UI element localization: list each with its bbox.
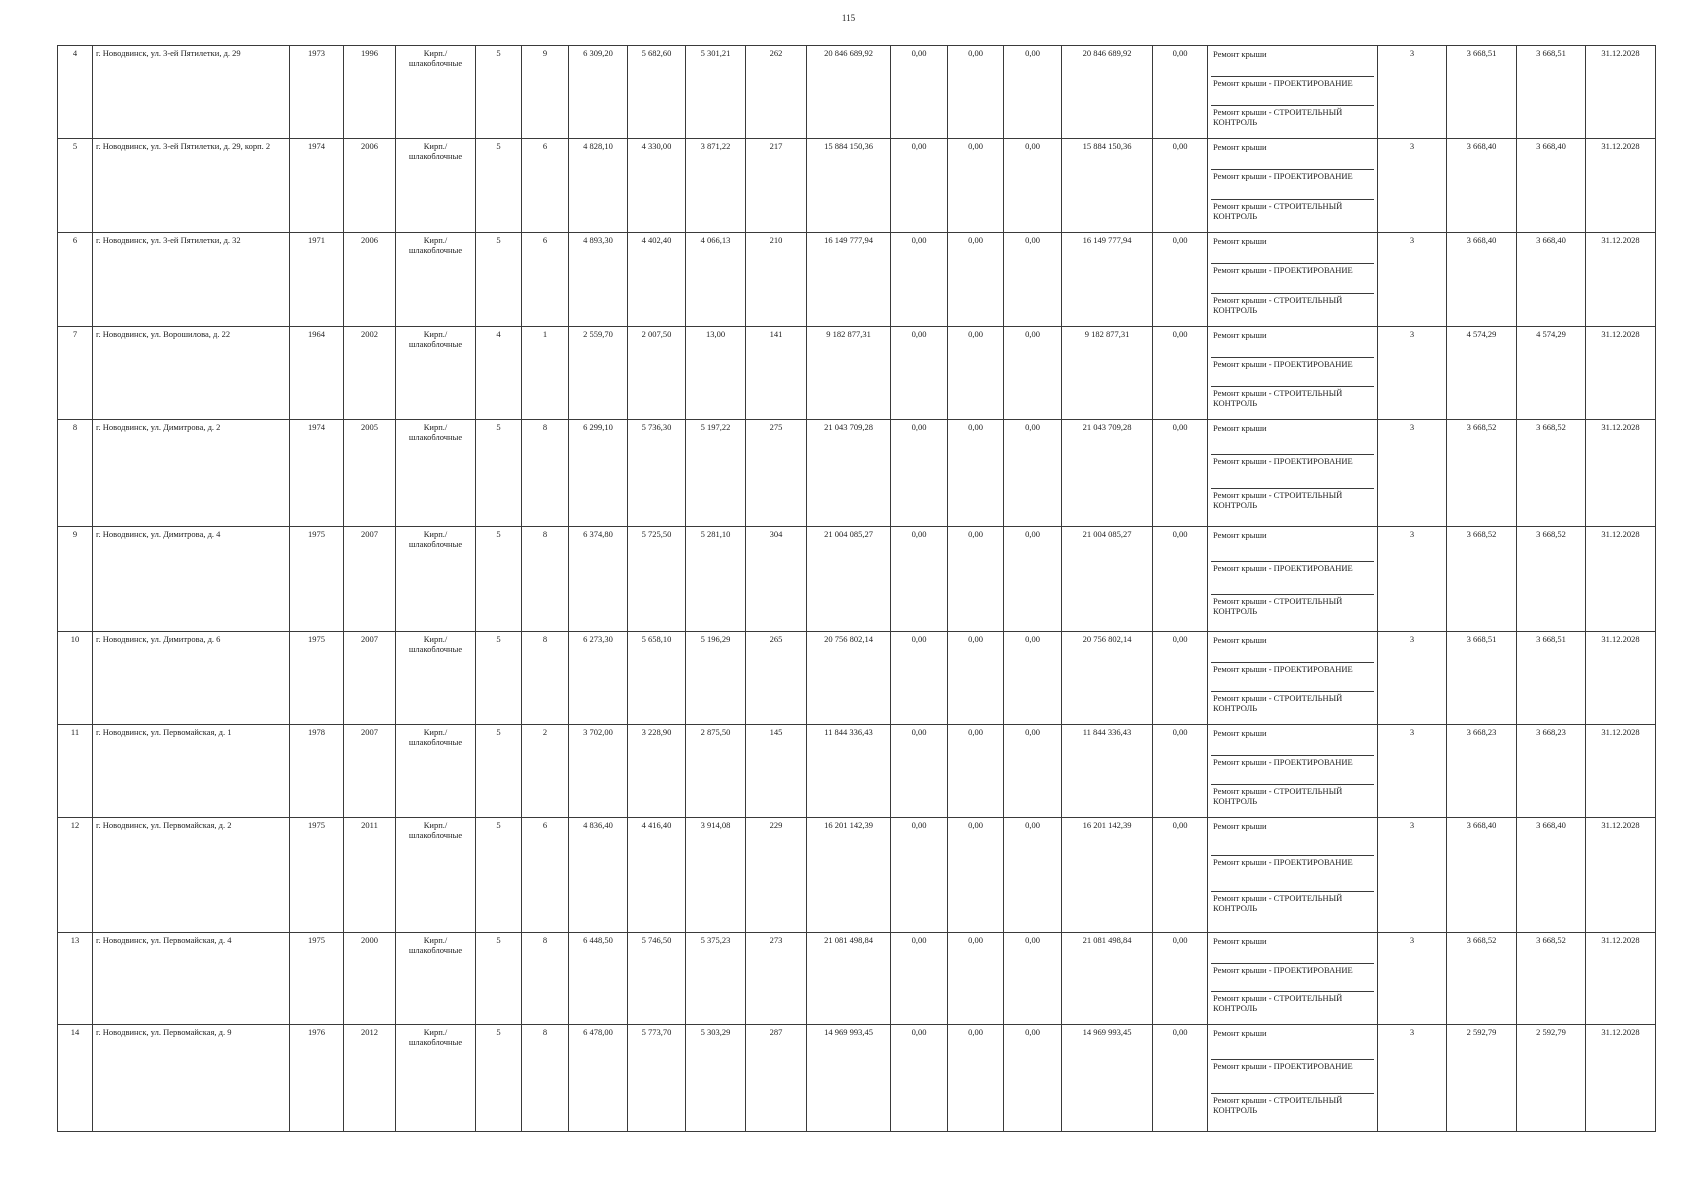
year-built-cell: 1964	[290, 327, 344, 420]
table-row	[58, 233, 1656, 327]
max-unit-cost-cell: 3 668,52	[1517, 420, 1586, 527]
area-premises-cell: 4 330,00	[628, 139, 686, 233]
unit-cost-cell: 3 668,40	[1447, 139, 1517, 233]
deadline-cell: 31.12.2028	[1586, 1025, 1656, 1132]
area-living-cell: 2 875,50	[686, 725, 746, 818]
work-type-item: Ремонт крыши - СТРОИТЕЛЬНЫЙ КОНТРОЛЬ	[1211, 293, 1374, 326]
address-cell: г. Новодвинск, ул. Ворошилова, д. 22	[93, 327, 290, 420]
residents-cell: 287	[746, 1025, 807, 1132]
work-types-cell	[1208, 139, 1378, 233]
unit-cost-cell: 3 668,51	[1447, 46, 1517, 139]
table-row	[58, 420, 1656, 527]
wall-material-cell: Кирп./ шлакоблочные	[396, 818, 476, 933]
work-type-item: Ремонт крыши	[1213, 330, 1267, 340]
address-cell: г. Новодвинск, ул. Первомайская, д. 1	[93, 725, 290, 818]
address-cell: г. Новодвинск, ул. Димитрова, д. 6	[93, 632, 290, 725]
unit-cost-cell: 3 668,23	[1447, 725, 1517, 818]
floors-cell: 5	[476, 725, 522, 818]
year-last-repair-cell: 2012	[344, 1025, 396, 1132]
capital-repair-table	[57, 45, 1656, 1132]
area-total-cell: 6 309,20	[569, 46, 628, 139]
table-row	[58, 818, 1656, 933]
row-number-cell: 11	[58, 725, 93, 818]
cost-total-cell: 20 846 689,92	[807, 46, 891, 139]
residents-cell: 304	[746, 527, 807, 632]
year-built-cell: 1975	[290, 933, 344, 1025]
max-unit-cost-cell: 4 574,29	[1517, 327, 1586, 420]
row-number-cell: 6	[58, 233, 93, 327]
max-unit-cost-cell: 3 668,23	[1517, 725, 1586, 818]
fund-regional-cell: 0,00	[948, 46, 1004, 139]
fund-municipal-cell: 0,00	[1004, 1025, 1062, 1132]
work-type-list	[1211, 422, 1374, 526]
work-count-cell: 3	[1378, 327, 1447, 420]
work-type-item: Ремонт крыши - СТРОИТЕЛЬНЫЙ КОНТРОЛЬ	[1211, 594, 1374, 631]
fund-other-cell: 0,00	[1153, 327, 1208, 420]
fund-owners-cell: 16 201 142,39	[1062, 818, 1153, 933]
deadline-cell: 31.12.2028	[1586, 327, 1656, 420]
fund-regional-cell: 0,00	[948, 327, 1004, 420]
wall-material-cell: Кирп./ шлакоблочные	[396, 1025, 476, 1132]
fund-other-cell: 0,00	[1153, 632, 1208, 725]
row-number-cell: 4	[58, 46, 93, 139]
max-unit-cost-cell: 3 668,40	[1517, 139, 1586, 233]
row-number-cell: 9	[58, 527, 93, 632]
fund-other-cell: 0,00	[1153, 527, 1208, 632]
year-built-cell: 1971	[290, 233, 344, 327]
max-unit-cost-cell: 3 668,52	[1517, 933, 1586, 1025]
residents-cell: 275	[746, 420, 807, 527]
table-row	[58, 46, 1656, 139]
work-type-item: Ремонт крыши - ПРОЕКТИРОВАНИЕ	[1211, 855, 1374, 891]
year-last-repair-cell: 2007	[344, 725, 396, 818]
fund-other-cell: 0,00	[1153, 818, 1208, 933]
work-type-item: Ремонт крыши	[1213, 236, 1267, 246]
entrances-cell: 9	[522, 46, 569, 139]
fund-regional-cell: 0,00	[948, 420, 1004, 527]
area-premises-cell: 4 402,40	[628, 233, 686, 327]
fund-federal-cell: 0,00	[891, 725, 948, 818]
unit-cost-cell: 3 668,40	[1447, 818, 1517, 933]
work-type-item: Ремонт крыши - ПРОЕКТИРОВАНИЕ	[1211, 169, 1374, 198]
area-total-cell: 6 374,80	[569, 527, 628, 632]
year-built-cell: 1975	[290, 818, 344, 933]
fund-regional-cell: 0,00	[948, 818, 1004, 933]
floors-cell: 5	[476, 46, 522, 139]
year-last-repair-cell: 2011	[344, 818, 396, 933]
work-type-item: Ремонт крыши	[1213, 423, 1267, 433]
work-type-list	[1211, 820, 1374, 932]
fund-municipal-cell: 0,00	[1004, 527, 1062, 632]
fund-regional-cell: 0,00	[948, 725, 1004, 818]
floors-cell: 5	[476, 527, 522, 632]
deadline-cell: 31.12.2028	[1586, 632, 1656, 725]
area-total-cell: 6 273,30	[569, 632, 628, 725]
area-total-cell: 4 836,40	[569, 818, 628, 933]
fund-owners-cell: 9 182 877,31	[1062, 327, 1153, 420]
fund-regional-cell: 0,00	[948, 1025, 1004, 1132]
fund-other-cell: 0,00	[1153, 46, 1208, 139]
year-last-repair-cell: 2007	[344, 527, 396, 632]
work-types-cell	[1208, 818, 1378, 933]
fund-federal-cell: 0,00	[891, 632, 948, 725]
residents-cell: 141	[746, 327, 807, 420]
work-types-cell	[1208, 933, 1378, 1025]
work-types-cell	[1208, 632, 1378, 725]
fund-owners-cell: 15 884 150,36	[1062, 139, 1153, 233]
entrances-cell: 6	[522, 818, 569, 933]
work-type-item: Ремонт крыши - СТРОИТЕЛЬНЫЙ КОНТРОЛЬ	[1211, 891, 1374, 932]
fund-federal-cell: 0,00	[891, 527, 948, 632]
work-count-cell: 3	[1378, 725, 1447, 818]
residents-cell: 262	[746, 46, 807, 139]
table-row	[58, 933, 1656, 1025]
row-number-cell: 10	[58, 632, 93, 725]
area-total-cell: 3 702,00	[569, 725, 628, 818]
fund-municipal-cell: 0,00	[1004, 933, 1062, 1025]
work-type-list	[1211, 141, 1374, 232]
work-count-cell: 3	[1378, 420, 1447, 527]
wall-material-cell: Кирп./ шлакоблочные	[396, 327, 476, 420]
wall-material-cell: Кирп./ шлакоблочные	[396, 233, 476, 327]
cost-total-cell: 20 756 802,14	[807, 632, 891, 725]
cost-total-cell: 21 081 498,84	[807, 933, 891, 1025]
fund-other-cell: 0,00	[1153, 420, 1208, 527]
unit-cost-cell: 3 668,52	[1447, 933, 1517, 1025]
year-built-cell: 1975	[290, 527, 344, 632]
work-types-cell	[1208, 327, 1378, 420]
year-last-repair-cell: 2000	[344, 933, 396, 1025]
work-type-item: Ремонт крыши - СТРОИТЕЛЬНЫЙ КОНТРОЛЬ	[1211, 199, 1374, 232]
work-type-list	[1211, 1027, 1374, 1131]
deadline-cell: 31.12.2028	[1586, 933, 1656, 1025]
table-row	[58, 327, 1656, 420]
fund-owners-cell: 11 844 336,43	[1062, 725, 1153, 818]
cost-total-cell: 21 043 709,28	[807, 420, 891, 527]
area-total-cell: 4 828,10	[569, 139, 628, 233]
unit-cost-cell: 3 668,52	[1447, 527, 1517, 632]
cost-total-cell: 21 004 085,27	[807, 527, 891, 632]
deadline-cell: 31.12.2028	[1586, 233, 1656, 327]
cost-total-cell: 15 884 150,36	[807, 139, 891, 233]
area-total-cell: 4 893,30	[569, 233, 628, 327]
fund-municipal-cell: 0,00	[1004, 818, 1062, 933]
work-count-cell: 3	[1378, 818, 1447, 933]
max-unit-cost-cell: 3 668,52	[1517, 527, 1586, 632]
address-cell: г. Новодвинск, ул. Первомайская, д. 4	[93, 933, 290, 1025]
fund-owners-cell: 20 846 689,92	[1062, 46, 1153, 139]
work-type-item: Ремонт крыши - СТРОИТЕЛЬНЫЙ КОНТРОЛЬ	[1211, 991, 1374, 1024]
area-living-cell: 5 375,23	[686, 933, 746, 1025]
fund-municipal-cell: 0,00	[1004, 420, 1062, 527]
address-cell: г. Новодвинск, ул. Димитрова, д. 4	[93, 527, 290, 632]
year-last-repair-cell: 1996	[344, 46, 396, 139]
year-built-cell: 1974	[290, 420, 344, 527]
work-count-cell: 3	[1378, 632, 1447, 725]
fund-federal-cell: 0,00	[891, 327, 948, 420]
area-living-cell: 5 281,10	[686, 527, 746, 632]
area-premises-cell: 5 682,60	[628, 46, 686, 139]
fund-municipal-cell: 0,00	[1004, 725, 1062, 818]
fund-regional-cell: 0,00	[948, 632, 1004, 725]
year-built-cell: 1973	[290, 46, 344, 139]
table-row	[58, 1025, 1656, 1132]
deadline-cell: 31.12.2028	[1586, 420, 1656, 527]
area-living-cell: 13,00	[686, 327, 746, 420]
max-unit-cost-cell: 3 668,51	[1517, 632, 1586, 725]
work-type-item: Ремонт крыши	[1213, 530, 1267, 540]
residents-cell: 273	[746, 933, 807, 1025]
work-count-cell: 3	[1378, 1025, 1447, 1132]
fund-regional-cell: 0,00	[948, 933, 1004, 1025]
fund-other-cell: 0,00	[1153, 933, 1208, 1025]
address-cell: г. Новодвинск, ул. Первомайская, д. 2	[93, 818, 290, 933]
cost-total-cell: 16 149 777,94	[807, 233, 891, 327]
work-type-item: Ремонт крыши - ПРОЕКТИРОВАНИЕ	[1211, 1059, 1374, 1092]
work-types-cell	[1208, 233, 1378, 327]
work-type-item: Ремонт крыши - СТРОИТЕЛЬНЫЙ КОНТРОЛЬ	[1211, 386, 1374, 419]
work-type-list	[1211, 48, 1374, 138]
wall-material-cell: Кирп./ шлакоблочные	[396, 46, 476, 139]
entrances-cell: 8	[522, 527, 569, 632]
year-built-cell: 1976	[290, 1025, 344, 1132]
work-type-item: Ремонт крыши	[1213, 142, 1267, 152]
work-count-cell: 3	[1378, 527, 1447, 632]
area-premises-cell: 5 658,10	[628, 632, 686, 725]
work-types-cell	[1208, 725, 1378, 818]
area-living-cell: 5 197,22	[686, 420, 746, 527]
fund-federal-cell: 0,00	[891, 818, 948, 933]
work-type-list	[1211, 529, 1374, 631]
work-type-item: Ремонт крыши - СТРОИТЕЛЬНЫЙ КОНТРОЛЬ	[1211, 1093, 1374, 1131]
area-total-cell: 6 299,10	[569, 420, 628, 527]
address-cell: г. Новодвинск, ул. 3-ей Пятилетки, д. 29	[93, 46, 290, 139]
year-last-repair-cell: 2007	[344, 632, 396, 725]
floors-cell: 5	[476, 420, 522, 527]
unit-cost-cell: 3 668,51	[1447, 632, 1517, 725]
entrances-cell: 8	[522, 933, 569, 1025]
row-number-cell: 13	[58, 933, 93, 1025]
work-type-item: Ремонт крыши - СТРОИТЕЛЬНЫЙ КОНТРОЛЬ	[1211, 784, 1374, 817]
row-number-cell: 5	[58, 139, 93, 233]
fund-regional-cell: 0,00	[948, 233, 1004, 327]
fund-owners-cell: 14 969 993,45	[1062, 1025, 1153, 1132]
address-cell: г. Новодвинск, ул. 3-ей Пятилетки, д. 32	[93, 233, 290, 327]
deadline-cell: 31.12.2028	[1586, 725, 1656, 818]
work-type-item: Ремонт крыши - СТРОИТЕЛЬНЫЙ КОНТРОЛЬ	[1211, 691, 1374, 724]
address-cell: г. Новодвинск, ул. 3-ей Пятилетки, д. 29, корп. 2	[93, 139, 290, 233]
work-types-cell	[1208, 1025, 1378, 1132]
entrances-cell: 6	[522, 139, 569, 233]
fund-other-cell: 0,00	[1153, 233, 1208, 327]
wall-material-cell: Кирп./ шлакоблочные	[396, 527, 476, 632]
fund-owners-cell: 20 756 802,14	[1062, 632, 1153, 725]
area-premises-cell: 2 007,50	[628, 327, 686, 420]
max-unit-cost-cell: 2 592,79	[1517, 1025, 1586, 1132]
fund-federal-cell: 0,00	[891, 233, 948, 327]
fund-federal-cell: 0,00	[891, 46, 948, 139]
work-type-item: Ремонт крыши	[1213, 635, 1267, 645]
area-total-cell: 6 478,00	[569, 1025, 628, 1132]
work-type-item: Ремонт крыши	[1213, 49, 1267, 59]
work-type-item: Ремонт крыши - ПРОЕКТИРОВАНИЕ	[1211, 454, 1374, 487]
wall-material-cell: Кирп./ шлакоблочные	[396, 725, 476, 818]
wall-material-cell: Кирп./ шлакоблочные	[396, 632, 476, 725]
year-built-cell: 1975	[290, 632, 344, 725]
table-row	[58, 632, 1656, 725]
work-type-item: Ремонт крыши - ПРОЕКТИРОВАНИЕ	[1211, 263, 1374, 292]
fund-owners-cell: 16 149 777,94	[1062, 233, 1153, 327]
fund-federal-cell: 0,00	[891, 933, 948, 1025]
floors-cell: 5	[476, 933, 522, 1025]
fund-owners-cell: 21 004 085,27	[1062, 527, 1153, 632]
work-types-cell	[1208, 527, 1378, 632]
unit-cost-cell: 3 668,40	[1447, 233, 1517, 327]
residents-cell: 265	[746, 632, 807, 725]
area-total-cell: 2 559,70	[569, 327, 628, 420]
year-last-repair-cell: 2006	[344, 233, 396, 327]
cost-total-cell: 16 201 142,39	[807, 818, 891, 933]
row-number-cell: 7	[58, 327, 93, 420]
work-type-item: Ремонт крыши - ПРОЕКТИРОВАНИЕ	[1211, 755, 1374, 784]
entrances-cell: 2	[522, 725, 569, 818]
deadline-cell: 31.12.2028	[1586, 818, 1656, 933]
deadline-cell: 31.12.2028	[1586, 527, 1656, 632]
entrances-cell: 6	[522, 233, 569, 327]
deadline-cell: 31.12.2028	[1586, 139, 1656, 233]
area-living-cell: 5 301,21	[686, 46, 746, 139]
fund-owners-cell: 21 081 498,84	[1062, 933, 1153, 1025]
residents-cell: 145	[746, 725, 807, 818]
fund-federal-cell: 0,00	[891, 139, 948, 233]
address-cell: г. Новодвинск, ул. Димитрова, д. 2	[93, 420, 290, 527]
fund-federal-cell: 0,00	[891, 1025, 948, 1132]
entrances-cell: 8	[522, 420, 569, 527]
fund-owners-cell: 21 043 709,28	[1062, 420, 1153, 527]
floors-cell: 5	[476, 632, 522, 725]
area-premises-cell: 5 773,70	[628, 1025, 686, 1132]
fund-other-cell: 0,00	[1153, 1025, 1208, 1132]
cost-total-cell: 11 844 336,43	[807, 725, 891, 818]
cost-total-cell: 14 969 993,45	[807, 1025, 891, 1132]
table-row	[58, 139, 1656, 233]
unit-cost-cell: 4 574,29	[1447, 327, 1517, 420]
year-last-repair-cell: 2002	[344, 327, 396, 420]
deadline-cell: 31.12.2028	[1586, 46, 1656, 139]
area-premises-cell: 3 228,90	[628, 725, 686, 818]
work-type-list	[1211, 935, 1374, 1024]
work-type-item: Ремонт крыши	[1213, 728, 1267, 738]
area-premises-cell: 5 746,50	[628, 933, 686, 1025]
cost-total-cell: 9 182 877,31	[807, 327, 891, 420]
area-premises-cell: 5 725,50	[628, 527, 686, 632]
fund-municipal-cell: 0,00	[1004, 139, 1062, 233]
area-total-cell: 6 448,50	[569, 933, 628, 1025]
table-row	[58, 527, 1656, 632]
year-last-repair-cell: 2006	[344, 139, 396, 233]
work-type-item: Ремонт крыши - СТРОИТЕЛЬНЫЙ КОНТРОЛЬ	[1211, 105, 1374, 138]
work-type-item: Ремонт крыши	[1213, 1028, 1267, 1038]
work-type-list	[1211, 634, 1374, 724]
work-type-item: Ремонт крыши	[1213, 821, 1267, 831]
fund-municipal-cell: 0,00	[1004, 327, 1062, 420]
fund-regional-cell: 0,00	[948, 527, 1004, 632]
work-count-cell: 3	[1378, 46, 1447, 139]
work-type-list	[1211, 235, 1374, 326]
fund-regional-cell: 0,00	[948, 139, 1004, 233]
max-unit-cost-cell: 3 668,51	[1517, 46, 1586, 139]
wall-material-cell: Кирп./ шлакоблочные	[396, 139, 476, 233]
entrances-cell: 8	[522, 632, 569, 725]
area-living-cell: 3 914,08	[686, 818, 746, 933]
work-type-item: Ремонт крыши - ПРОЕКТИРОВАНИЕ	[1211, 662, 1374, 691]
row-number-cell: 12	[58, 818, 93, 933]
work-type-list	[1211, 329, 1374, 419]
year-built-cell: 1974	[290, 139, 344, 233]
row-number-cell: 14	[58, 1025, 93, 1132]
residents-cell: 210	[746, 233, 807, 327]
row-number-cell: 8	[58, 420, 93, 527]
wall-material-cell: Кирп./ шлакоблочные	[396, 420, 476, 527]
fund-municipal-cell: 0,00	[1004, 46, 1062, 139]
work-type-item: Ремонт крыши - ПРОЕКТИРОВАНИЕ	[1211, 357, 1374, 386]
max-unit-cost-cell: 3 668,40	[1517, 233, 1586, 327]
fund-other-cell: 0,00	[1153, 725, 1208, 818]
work-count-cell: 3	[1378, 233, 1447, 327]
work-types-cell	[1208, 46, 1378, 139]
floors-cell: 5	[476, 139, 522, 233]
area-living-cell: 3 871,22	[686, 139, 746, 233]
address-cell: г. Новодвинск, ул. Первомайская, д. 9	[93, 1025, 290, 1132]
entrances-cell: 1	[522, 327, 569, 420]
work-types-cell	[1208, 420, 1378, 527]
work-type-item: Ремонт крыши - ПРОЕКТИРОВАНИЕ	[1211, 963, 1374, 992]
work-count-cell: 3	[1378, 139, 1447, 233]
work-type-item: Ремонт крыши - ПРОЕКТИРОВАНИЕ	[1211, 561, 1374, 594]
work-type-list	[1211, 727, 1374, 817]
area-premises-cell: 4 416,40	[628, 818, 686, 933]
area-living-cell: 4 066,13	[686, 233, 746, 327]
max-unit-cost-cell: 3 668,40	[1517, 818, 1586, 933]
wall-material-cell: Кирп./ шлакоблочные	[396, 933, 476, 1025]
table-row	[58, 725, 1656, 818]
work-type-item: Ремонт крыши	[1213, 936, 1267, 946]
floors-cell: 5	[476, 818, 522, 933]
work-type-item: Ремонт крыши - ПРОЕКТИРОВАНИЕ	[1211, 76, 1374, 105]
fund-municipal-cell: 0,00	[1004, 233, 1062, 327]
work-count-cell: 3	[1378, 933, 1447, 1025]
unit-cost-cell: 2 592,79	[1447, 1025, 1517, 1132]
year-built-cell: 1978	[290, 725, 344, 818]
fund-other-cell: 0,00	[1153, 139, 1208, 233]
area-premises-cell: 5 736,30	[628, 420, 686, 527]
area-living-cell: 5 196,29	[686, 632, 746, 725]
floors-cell: 5	[476, 1025, 522, 1132]
residents-cell: 229	[746, 818, 807, 933]
area-living-cell: 5 303,29	[686, 1025, 746, 1132]
unit-cost-cell: 3 668,52	[1447, 420, 1517, 527]
floors-cell: 5	[476, 233, 522, 327]
page-number: 115	[841, 13, 856, 23]
year-last-repair-cell: 2005	[344, 420, 396, 527]
floors-cell: 4	[476, 327, 522, 420]
entrances-cell: 8	[522, 1025, 569, 1132]
work-type-item: Ремонт крыши - СТРОИТЕЛЬНЫЙ КОНТРОЛЬ	[1211, 488, 1374, 526]
fund-federal-cell: 0,00	[891, 420, 948, 527]
residents-cell: 217	[746, 139, 807, 233]
fund-municipal-cell: 0,00	[1004, 632, 1062, 725]
